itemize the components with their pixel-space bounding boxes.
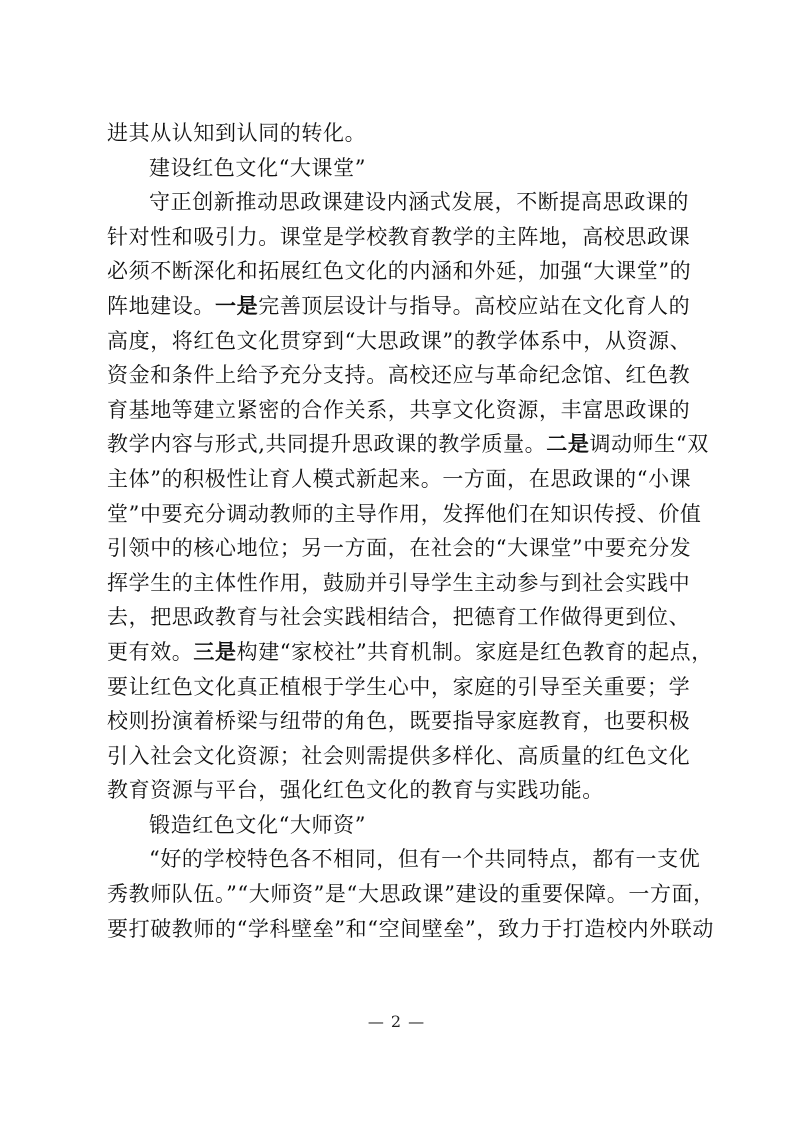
text-line: 守正创新推动思政课建设内涵式发展，不断提高思政课的: [149, 190, 689, 215]
section-heading-red-culture-teachers: 锻造红色文化“大师资”: [149, 812, 367, 837]
text-line: 要打破教师的“学科壁垒”和“空间壁垒”，致力于打造校内外联动: [107, 916, 714, 941]
section-heading-red-culture-classroom: 建设红色文化“大课堂”: [149, 155, 367, 180]
text-line: 去，把思政教育与社会实践相结合，把德育工作做得更到位、: [107, 605, 691, 630]
text-segment: 构建“家校社”共育机制。家庭是红色教育的起点，: [236, 639, 713, 664]
text-segment: 调动师生“双: [589, 432, 709, 457]
text-line: 堂”中要充分调动教师的主导作用，发挥他们在知识传授、价值: [107, 501, 702, 526]
text-line: [107, 289, 689, 324]
text-line: 针对性和吸引力。课堂是学校教育教学的主阵地，高校思政课: [107, 224, 691, 249]
text-line: 校则扮演着桥梁与纽带的角色，既要指导家庭教育，也要积极: [107, 709, 691, 734]
text-line: [107, 427, 709, 462]
text-line: 资金和条件上给予充分支持。高校还应与革命纪念馆、红色教: [107, 363, 691, 388]
bold-marker-first: 一是: [215, 292, 259, 318]
text-line: 要让红色文化真正植根于学生心中，家庭的引导至关重要；学: [107, 674, 691, 699]
text-line: 秀教师队伍。”“大师资”是“大思政课”建设的重要保障。一方面，: [107, 882, 715, 907]
bold-marker-third: 三是: [193, 638, 237, 664]
text-line: 引领中的核心地位；另一方面，在社会的“大课堂”中要充分发: [107, 536, 692, 561]
text-line: 引入社会文化资源；社会则需提供多样化、高质量的红色文化: [107, 743, 691, 768]
text-line: [107, 635, 713, 670]
text-line: 育基地等建立紧密的合作关系，共享文化资源，丰富思政课的: [107, 397, 691, 422]
text-segment: 完善顶层设计与指导。高校应站在文化育人的: [258, 293, 691, 318]
page-number: — 2 —: [367, 1012, 426, 1031]
text-line: 教育资源与平台，强化红色文化的教育与实践功能。: [107, 778, 604, 803]
text-line: 主体”的积极性让育人模式新起来。一方面，在思政课的“小课: [107, 466, 692, 491]
text-line: “好的学校特色各不相同，但有一个共同特点，都有一支优: [149, 847, 701, 872]
text-line: 进其从认知到认同的转化。: [107, 121, 367, 145]
body-text: [107, 116, 715, 946]
text-line: 高度，将红色文化贯穿到“大思政课”的教学体系中，从资源、: [107, 328, 692, 353]
text-segment: 更有效。: [107, 639, 194, 664]
bold-marker-second: 二是: [546, 431, 590, 457]
text-line: 挥学生的主体性作用，鼓励并引导学生主动参与到社会实践中: [107, 570, 691, 595]
text-segment: 阵地建设。: [107, 293, 215, 318]
text-segment: 教学内容与形式,共同提升思政课的教学质量。: [107, 432, 547, 457]
text-line: 必须不断深化和拓展红色文化的内涵和外延，加强“大课堂”的: [107, 259, 692, 284]
